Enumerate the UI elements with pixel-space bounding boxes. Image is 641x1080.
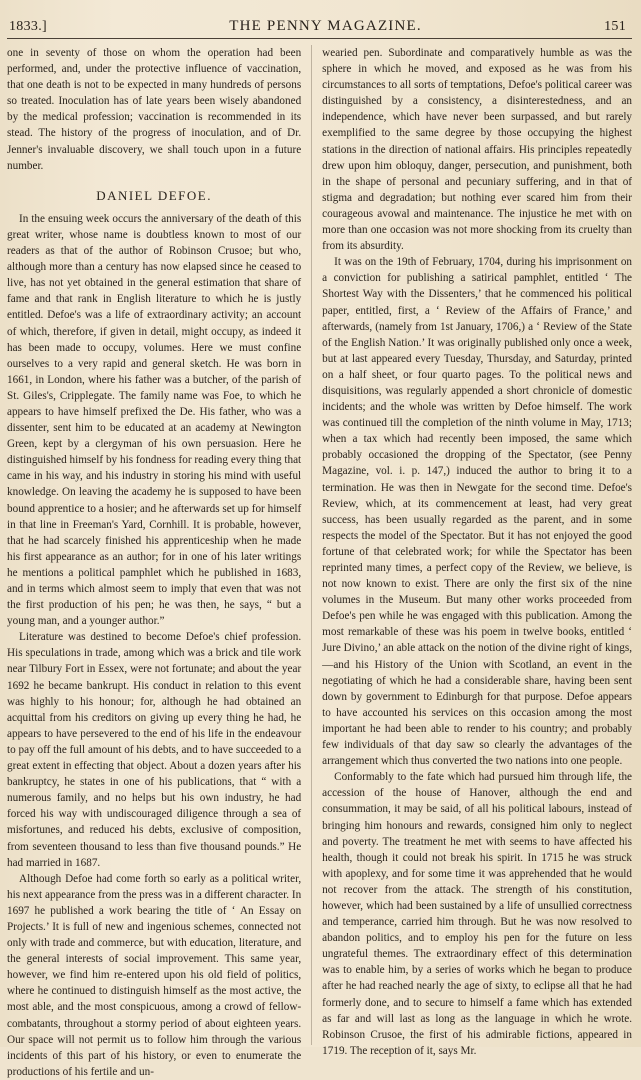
column-divider: [311, 45, 312, 1045]
right-column: [322, 45, 633, 1057]
article-paragraph: wearied pen. Subordinate and comparatively humble as was the sphere in which he moved, and exposed as he was from his circumstances to all sorts of temptations, Defoe's political career was distinguished by a consistency, a disinterestedness, and an independence, which have never been surpassed, and but rarely exemplified to the same degree by those occupying the highest stations in the direction of national affairs. His principles repeatedly drew upon him obloquy, danger, persecution, and punishment, both in the shape of personal and pecuniary suffering, and in that of stigma and degradation; but nothing ever scared him from their courageous avowal and maintenance. The injustice he met with on more than one occasion was not more shocking from its cruelty than from its absurdity.: [322, 47, 633, 253]
text-columns: [7, 45, 633, 1078]
article-paragraph: Conformably to the fate which had pursued him through life, the accession of the house of Hanover, although the end and consummation, it may be said, of all his political labours, instead of bringing him honours and rewards, consigned him only to neglect and poverty. The treatment he met with seems to have affected his health, though it could not break his spirit. In 1715 he was struck with apoplexy, and for some time it was apprehended that he would not recover from the attack. The strength of his constitution, however, which had been sustained by a life of unsullied correctness and temperance, carried him through. But he was now resolved to abandon politics, and to employ his pen for the future on less ungrateful themes. The extraordinary effect of this determination was to enable him, by a series of works which he began to produce after he had reached nearly the age of sixty, to eclipse all that he had formerly done, and to secure to himself a fame which has extended as far and will last as long as the language in which he wrote. Robinson Crusoe, the first of his admirable fictions, appeared in 1719. The reception of it, says Mr.: [322, 771, 633, 1057]
page-number: 151: [604, 19, 626, 34]
magazine-title: THE PENNY MAGAZINE.: [229, 18, 422, 34]
section-heading: DANIEL DEFOE.: [96, 187, 212, 203]
running-header: [7, 18, 632, 39]
header-date: 1833.]: [9, 19, 47, 34]
article-paragraph: In the ensuing week occurs the anniversary of the death of this great writer, whose name is doubtless known to most of our readers as that of the author of Robinson Crusoe; but who, although more than a century has now elapsed since he ceased to live, has not yet obtained in the general estimation that share of fame and that rank in English literature to which he is justly entitled. Defoe's was a life of extraordinary activity; an account of which, therefore, if given in detail, might occupy, as indeed it has been made to occupy, volumes. Here we must confine ourselves to a very rapid and general sketch. He was born in 1661, in London, where his father was a butcher, of the parish of St. Giles's, Cripplegate. The family name was Foe, to which he appears to have himself prefixed the De. His father, who was a dissenter, sent him to be educated at an academy at Newington Green, kept by a clergyman of his own persuasion. Here he distinguished himself by his fondness for reading every thing that came in his way, and his industry in storing his mind with useful knowledge. On leaving the academy he is supposed to have been bound apprentice to a hosier; and he afterwards set up for himself in that line in Freeman's Yard, Cornhill. It is probable, however, that he had scarcely finished his apprenticeship when he made his first appearance as an author; for in one of his later writings he mentions a political pamphlet which he published in 1683, and in terms which almost seem to imply that even that was not the first production of his pen; he was then, he says, “ but a young man, and a younger author.”: [7, 212, 302, 628]
left-column: [7, 45, 302, 1078]
intro-paragraph: one in seventy of those on whom the operation had been performed, and, under the protective influence of vaccination, that one death is not to be expected in many hundreds of persons so treated. Inoculation has of late years been wisely abandoned by the medical profession; vaccination is recommended in its stead. The history of the progress of inoculation, and of Dr. Jenner's invaluable discovery, we shall touch upon in a future number.: [7, 47, 302, 172]
article-paragraph: Literature was destined to become Defoe's chief profession. His speculations in trade, among which was a brick and tile work near Tilbury Fort in Essex, were not fortunate; and about the year 1692 he became bankrupt. His conduct in relation to this event was highly to his honour; for, although he had obtained an acquittal from his creditors on giving up every thing he had, he appears to have persevered to the end of his life in the endeavour to pay off the full amount of his debts, and to have succeeded to a great extent in effecting that object. About a dozen years after his bankruptcy, he states in one of his publications, that “ with a numerous family, and no helps but his own industry, he had forced his way with undiscouraged diligence through a sea of misfortunes, and reduced his debts, exclusive of composition, from seventeen thousand to less than five thousand pounds.” He had married in 1687.: [7, 631, 302, 869]
article-paragraph: Although Defoe had come forth so early as a political writer, his next appearance from the press was in a different character. In 1697 he published a work bearing the title of ‘ An Essay on Projects.’ It is full of new and ingenious schemes, connected not only with trade and commerce, but with education, literature, and the general interests of social improvement. This same year, however, we find him re-entered upon his old field of politics, where he continued to distinguish himself as the most active, the most able, and the most conspicuous, among a crowd of fellow-combatants, throughout a stormy period of about eighteen years. Our space will not permit us to follow him through the various incidents of this part of his history, or even to enumerate the productions of his fertile and un-: [7, 872, 302, 1078]
article-paragraph: It was on the 19th of February, 1704, during his imprisonment on a conviction for publishing a satirical pamphlet, entitled ‘ The Shortest Way with the Dissenters,’ that he commenced his political paper, entitled, first, a ‘ Review of the Affairs of France,’ and afterwards, (namely from 1st January, 1706,) a ‘ Review of the State of the English Nation.’ It was originally published only once a week, but at last appeared every Tuesday, Thursday, and Saturday, printed on a half sheet, or four quarto pages. To the political news and disquisitions, was regularly appended a short chronicle of domestic incidents; and the whole was written by Defoe himself. The work was continued till the completion of the ninth volume in May, 1713; when a tax which had recently been imposed, the same which probably occasioned the dropping of the Spectator, (see Penny Magazine, vol. i. p. 147,) induced the author to bring it to a termination. He was then in Newgate for the second time. Defoe's Review, which, at its commencement at least, had very great success, has been usually regarded as the parent, and in some respects the model of the Spectator. But it has not enjoyed the good fortune of that celebrated work; for while the Spectator has been reprinted many times, a perfect copy of the Review, we believe, is not now known to exist. There are only the first six of the nine volumes in the Museum. But many other works proceeded from Defoe's pen while he was engaged with this publication. Among the most remarkable of these was his poem in twelve books, entitled ‘ Jure Divino,’ an able attack on the notion of the divine right of kings,—and his History of the Union with Scotland, an event in the negotiating of which he had a considerable share, having been sent down by government to Edinburgh for that purpose. Defoe appears to have accounted his services on this occasion among the most important he had been able to render to his country; and probably few individuals of that day saw so clearly the advantages of the arrangement which thus converted the two nations into one people.: [322, 256, 633, 768]
